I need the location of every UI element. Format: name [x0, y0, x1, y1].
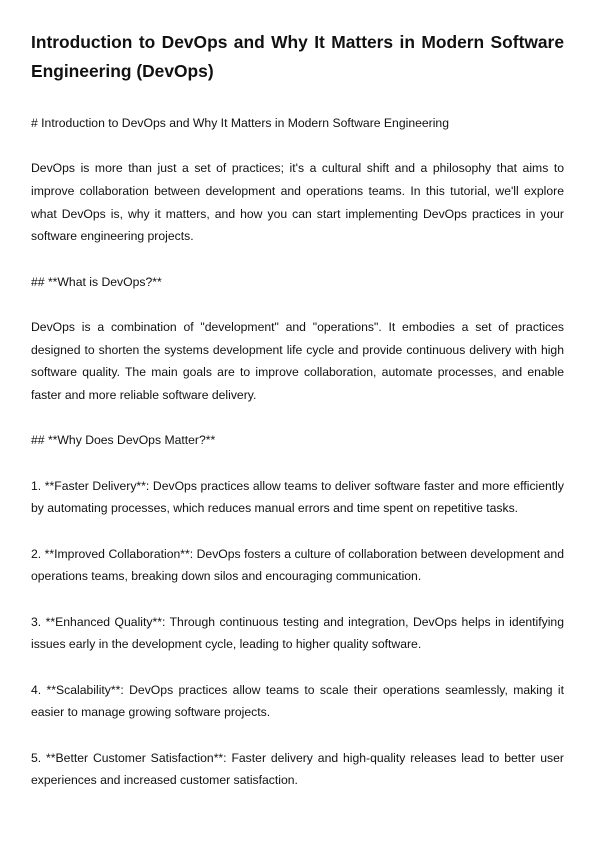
section-heading-why-devops-matters: ## **Why Does DevOps Matter?**: [31, 433, 216, 448]
list-item-faster-delivery: 1. **Faster Delivery**: DevOps practices allow teams to deliver software faster and more efficiently by automating processes, which reduces manual errors and time spent on repetitive tasks.: [31, 478, 564, 516]
document-title: Introduction to DevOps and Why It Matters in Modern Software Engineering (DevOps): [31, 32, 564, 81]
list-item-scalability: 4. **Scalability**: DevOps practices allow teams to scale their operations seamlessly, making it easier to manage growing software projects.: [31, 682, 564, 720]
definition-paragraph: DevOps is a combination of "development" and "operations". It embodies a set of practices designed to shorten the systems development life cycle and provide continuous delivery with high software quality. The main goals are to improve collaboration, automate processes, and enable faster and more reliable software delivery.: [31, 320, 564, 403]
markdown-heading-1: # Introduction to DevOps and Why It Matters in Modern Software Engineering: [31, 116, 449, 130]
list-item-enhanced-quality: 3. **Enhanced Quality**: Through continuous testing and integration, DevOps helps in identifying issues early in the development cycle, leading to higher quality software.: [31, 614, 564, 652]
section-heading-what-is-devops: ## **What is DevOps?**: [31, 274, 162, 289]
document-page: [31, 28, 564, 815]
intro-paragraph: DevOps is more than just a set of practices; it's a cultural shift and a philosophy that aims to improve collaboration between development and operations teams. In this tutorial, we'll explore what DevOps is, why it matters, and how you can start implementing DevOps practices in your software engineering projects.: [31, 161, 564, 244]
list-item-improved-collaboration: 2. **Improved Collaboration**: DevOps fosters a culture of collaboration between development and operations teams, breaking down silos and encouraging communication.: [31, 546, 564, 584]
list-item-customer-satisfaction: 5. **Better Customer Satisfaction**: Faster delivery and high-quality releases lead to better user experiences and increased customer satisfaction.: [31, 750, 564, 788]
